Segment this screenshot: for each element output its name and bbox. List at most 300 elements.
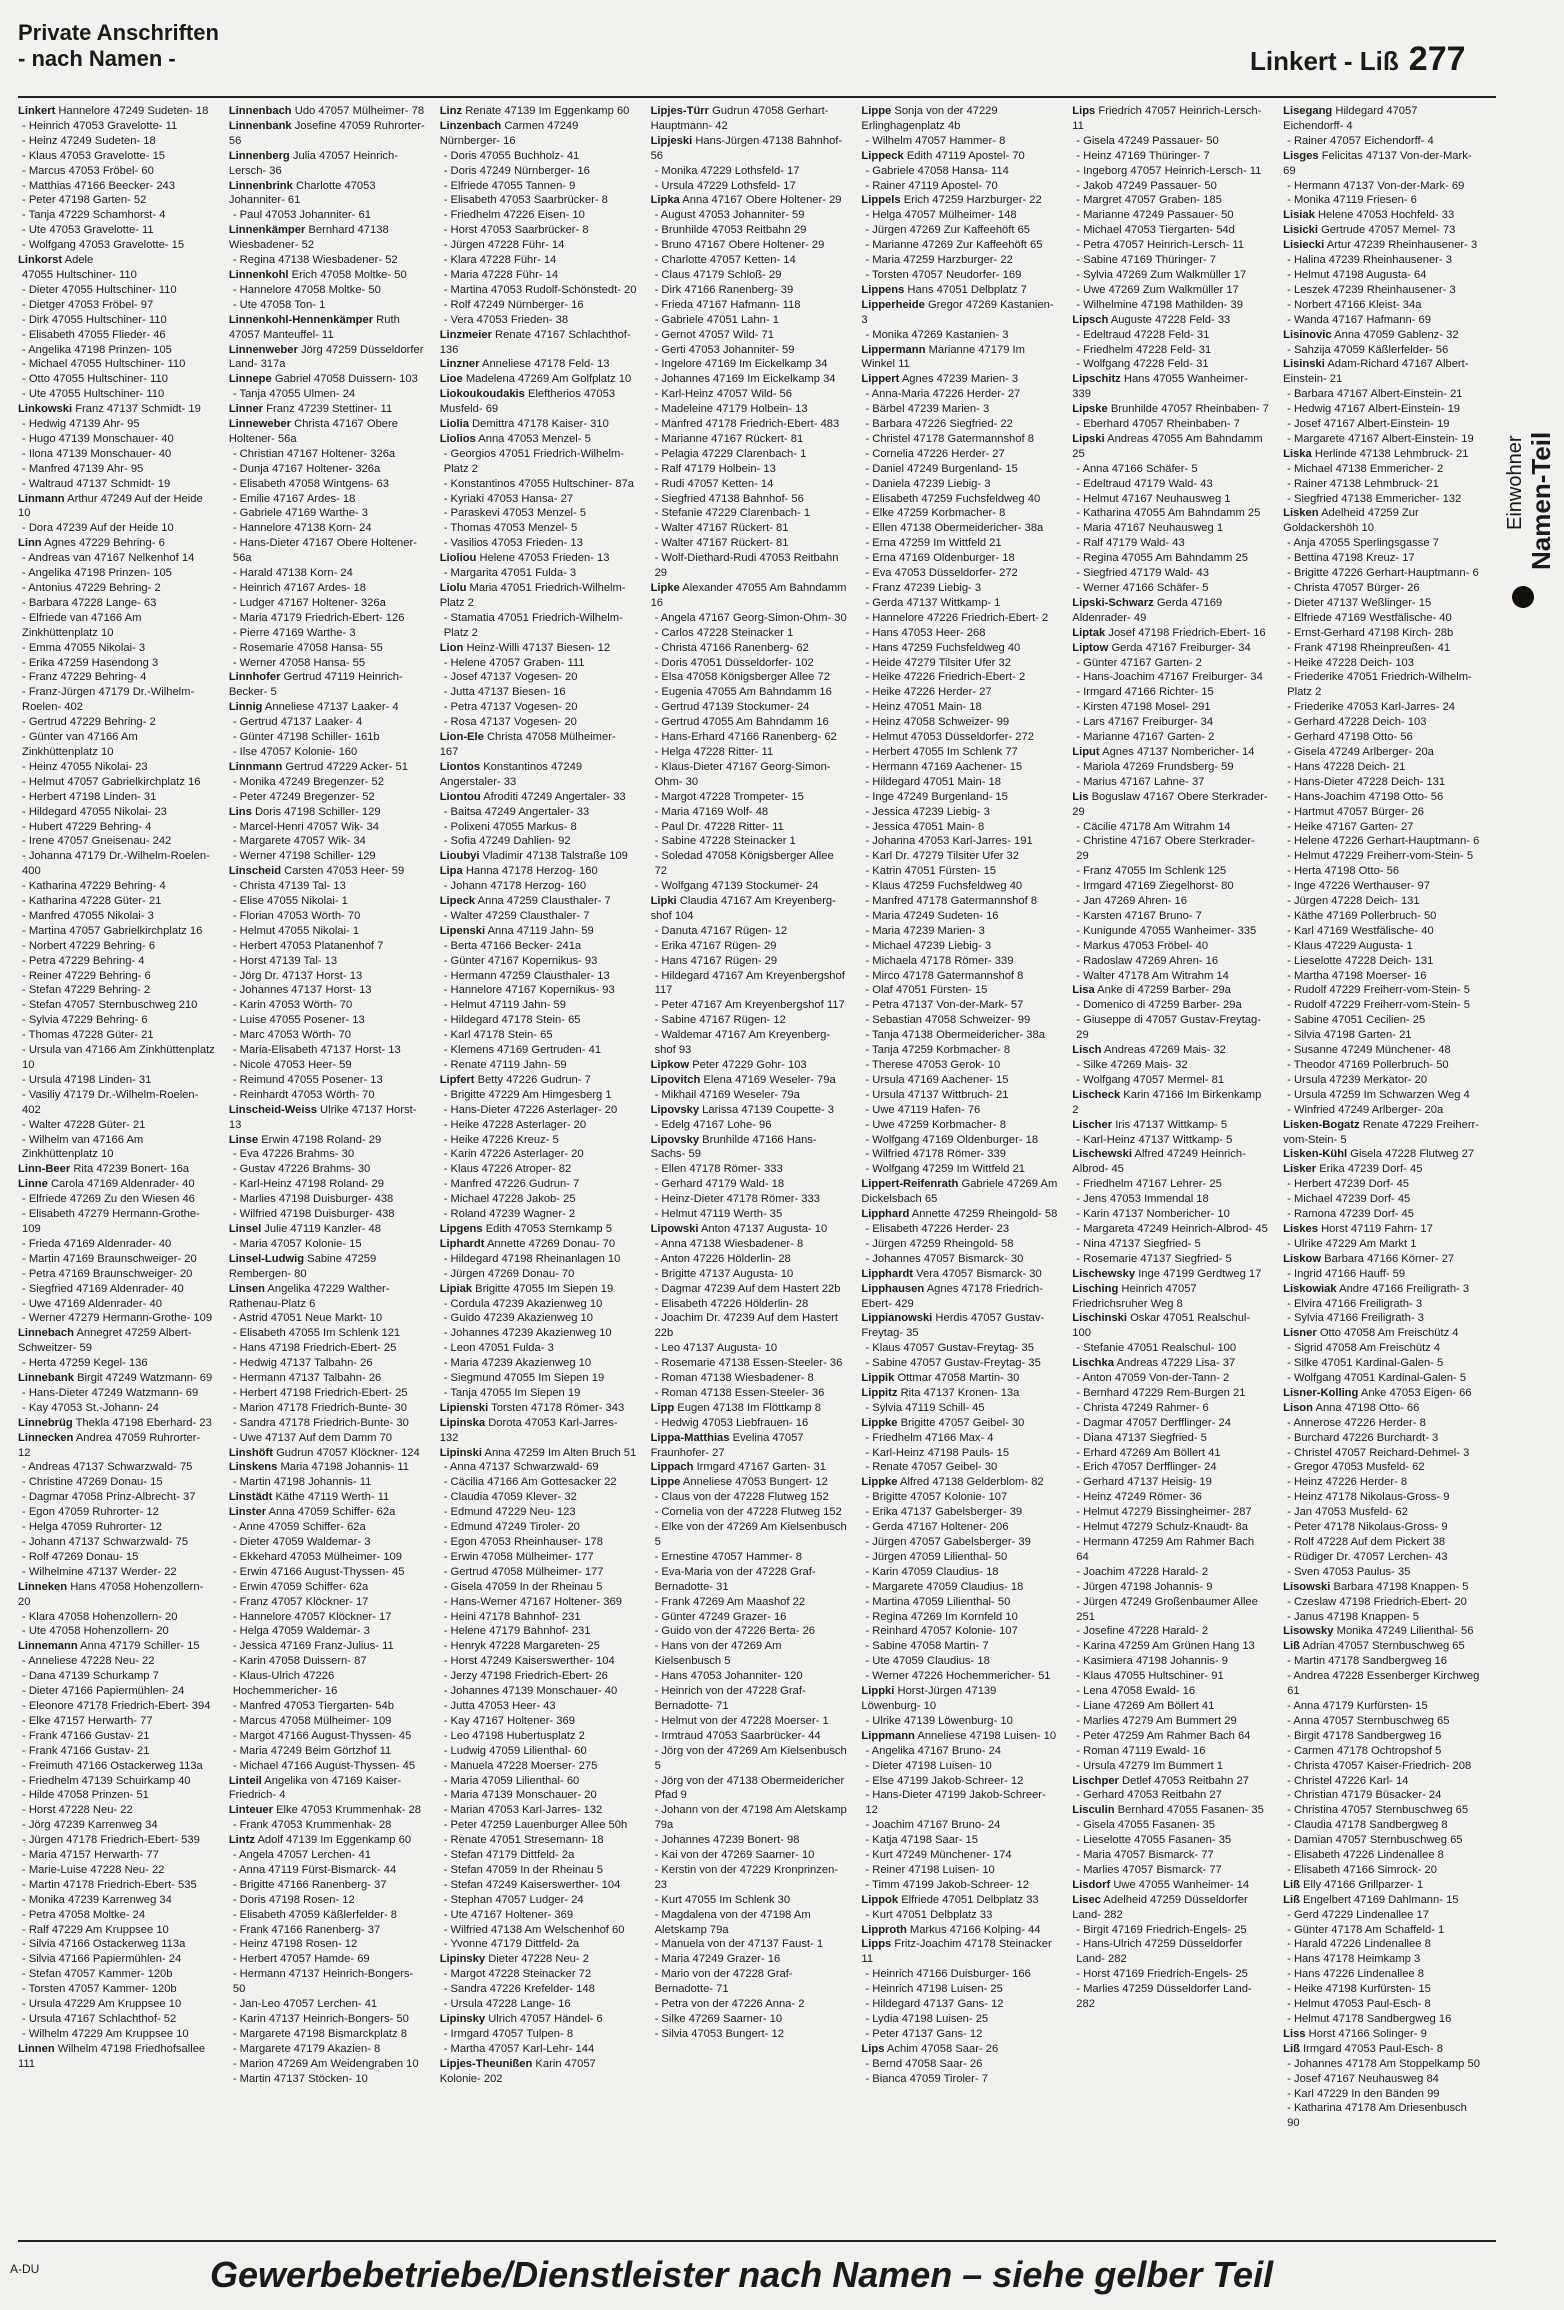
surname: Lippianowski (861, 1312, 933, 1325)
directory-entry (229, 492, 426, 507)
entry-details: - Wolfgang 47228 Feld- 31 (1076, 358, 1209, 371)
surname: Linskens (228, 1461, 278, 1474)
directory-entry (440, 104, 637, 119)
entry-details: - Helmut 47119 Jahn- 59 (443, 999, 567, 1012)
entry-details: - Manuela von der 47137 Faust- 1 (654, 1938, 824, 1951)
entry-details: Irmgard 47053 Paul-Esch- 8 (1303, 2042, 1443, 2055)
entry-details: - Günter van 47166 Am Zinkhüttenplatz 10 (22, 731, 138, 758)
entry-details: - Michael 47055 Hultschiner- 110 (22, 358, 186, 371)
surname: Lisching (1072, 1282, 1119, 1295)
directory-entry (1072, 596, 1269, 626)
entry-details: - Helene 47057 Graben- 111 (443, 656, 585, 669)
surname: Lipphardt (861, 1267, 914, 1280)
surname: Linsel-Ludwig (228, 1252, 305, 1265)
surname: Lisiecki (1283, 239, 1325, 252)
directory-entry (651, 1803, 848, 1833)
directory-entry (440, 1028, 637, 1043)
directory-entry (1283, 626, 1480, 641)
directory-entry (229, 1893, 426, 1908)
entry-details: Annette 47259 Rheingold- 58 (911, 1208, 1058, 1221)
entry-details: - Heinz 47198 Rosen- 12 (232, 1938, 358, 1951)
directory-entry (861, 1162, 1058, 1177)
surname: Linnebach (18, 1327, 74, 1340)
directory-entry (440, 1654, 637, 1669)
entry-details: - Hartmut 47057 Bürger- 26 (1287, 805, 1424, 818)
surname: Lippik (861, 1372, 895, 1385)
entry-details: - Manfred 47178 Friedrich-Ebert- 483 (654, 418, 840, 431)
directory-entry (651, 1669, 848, 1684)
entry-details: - Petra 47137 Vogesen- 20 (443, 701, 578, 714)
surname: Linn-Beer (18, 1163, 71, 1176)
directory-entry (861, 1759, 1058, 1774)
directory-entry (440, 566, 637, 581)
directory-entry (440, 1386, 637, 1401)
page-header (0, 0, 1564, 100)
directory-entry (861, 1460, 1058, 1475)
directory-entry (440, 2012, 637, 2027)
directory-entry (229, 1759, 426, 1774)
directory-entry (1072, 432, 1269, 462)
entry-details: - Inge 47249 Burgenland- 15 (865, 790, 1008, 803)
entry-details: - Wolf-Diethard-Rudi 47053 Reitbahn 29 (654, 552, 839, 580)
directory-entry (229, 1386, 426, 1401)
entry-details: - Damian 47057 Sternbuschweg 65 (1287, 1834, 1463, 1847)
directory-entry (861, 820, 1058, 835)
surname: Lisicki (1283, 224, 1318, 237)
directory-entry (18, 1952, 215, 1967)
directory-entry (18, 1863, 215, 1878)
directory-entry (440, 1311, 637, 1326)
entry-details: - Silke 47269 Mais- 32 (1076, 1059, 1188, 1071)
entry-details: Adele (64, 254, 94, 267)
entry-details: - Josef 47167 Neuhausweg 84 (1287, 2072, 1439, 2085)
directory-entry (18, 193, 215, 208)
directory-entry (18, 536, 215, 551)
directory-entry (440, 1863, 637, 1878)
directory-entry (861, 998, 1058, 1013)
directory-entry (861, 2027, 1058, 2042)
entry-details: - Sandra 47178 Friedrich-Bunte- 30 (232, 1416, 409, 1429)
entry-details: Anna 47053 Menzel- 5 (478, 432, 591, 445)
directory-entry (229, 983, 426, 998)
directory-entry (229, 1565, 426, 1580)
entry-details: - Thomas 47053 Menzel- 5 (443, 522, 578, 535)
entry-details: - Gisela 47249 Passauer- 50 (1076, 134, 1219, 147)
directory-entry (651, 492, 848, 507)
directory-entry (440, 1997, 637, 2012)
directory-entry (18, 1624, 215, 1639)
surname: Lischewsky (1072, 1267, 1136, 1280)
directory-entry (651, 1639, 848, 1669)
directory-entry (861, 253, 1058, 268)
entry-details: - Silvia 47166 Ostackerweg 113a (22, 1938, 186, 1951)
directory-entry (18, 268, 215, 283)
directory-entry (1072, 1863, 1269, 1878)
directory-entry (1072, 328, 1269, 343)
entry-details: - Karin 47137 Nombericher- 10 (1076, 1208, 1230, 1221)
directory-entry (440, 954, 637, 969)
directory-entry (651, 1431, 848, 1461)
entry-details: - Elfriede 47169 Westfälische- 40 (1287, 611, 1452, 624)
entry-details: Gisela 47228 Flutweg 27 (1350, 1148, 1475, 1161)
directory-entry (18, 849, 215, 879)
entry-details: - Reinhardt 47053 Wörth- 70 (232, 1088, 375, 1101)
directory-entry (1283, 1326, 1480, 1341)
directory-entry (651, 357, 848, 372)
entry-details: - Kay 47167 Holtener- 369 (443, 1714, 575, 1727)
entry-details: - Anton 47059 Von-der-Tann- 2 (1076, 1372, 1230, 1385)
directory-entry (18, 2027, 215, 2042)
entry-details: - Heinz 47249 Sudeten- 18 (22, 134, 156, 147)
directory-entry (440, 1610, 637, 1625)
entry-details: - Helga 47059 Ruhrorter- 12 (22, 1521, 162, 1534)
directory-entry (651, 1490, 848, 1505)
entry-details: - Guido von der 47226 Berta- 26 (654, 1625, 816, 1638)
surname: Linteil (228, 1774, 262, 1787)
entry-details: - Heinz-Dieter 47178 Römer- 333 (654, 1193, 820, 1206)
surname: Liskow (1283, 1252, 1322, 1265)
surname: Lippe (861, 105, 892, 117)
surname: Liptow (1072, 641, 1109, 654)
entry-details: Elke 47053 Krummenhak- 28 (276, 1804, 421, 1817)
directory-entry (18, 1162, 215, 1177)
surname: Linteuer (228, 1804, 273, 1817)
entry-details: Anton 47137 Augusta- 10 (700, 1222, 828, 1235)
entry-details: Horst 47119 Fahrn- 17 (1321, 1222, 1433, 1235)
entry-details: - Lydia 47198 Luisen- 25 (865, 2013, 989, 2025)
directory-entry (1283, 1118, 1480, 1148)
directory-entry (229, 298, 426, 313)
entry-details: Rita 47239 Bonert- 16a (73, 1163, 190, 1176)
directory-entry (18, 1088, 215, 1118)
directory-entry (651, 1282, 848, 1297)
directory-entry (1072, 1759, 1269, 1774)
entry-details: - Irmgard 47057 Tulpen- 8 (443, 2027, 574, 2040)
entry-details: Anna 47059 Schiffer- 62a (268, 1506, 396, 1519)
surname: Lisges (1283, 149, 1319, 162)
directory-entry (861, 1028, 1058, 1043)
surname: Lippa-Matthias (650, 1431, 730, 1444)
entry-details: - Johann von der 47198 Am Aletskamp 79a (654, 1804, 847, 1832)
entry-details: - Walter 47167 Rückert- 81 (654, 522, 789, 535)
entry-details: - Katharina 47055 Am Bahndamm 25 (1076, 507, 1261, 520)
directory-entry (1072, 298, 1269, 313)
directory-entry (440, 1162, 637, 1177)
directory-entry (18, 1803, 215, 1818)
directory-entry (18, 611, 215, 641)
directory-entry (440, 1147, 637, 1162)
entry-details: Anneliese 47053 Bungert- 12 (682, 1476, 828, 1489)
directory-entry (229, 1043, 426, 1058)
directory-entry (861, 2057, 1058, 2072)
entry-details: - Erika 47137 Gabelsberger- 39 (865, 1506, 1023, 1519)
header-rule (18, 96, 1496, 98)
entry-details: - Karin 47058 Duissern- 87 (232, 1655, 367, 1668)
directory-entry (1283, 506, 1480, 536)
directory-entry (861, 611, 1058, 626)
entry-details: - Wilfried 47198 Duisburger- 438 (232, 1208, 395, 1221)
directory-entry (1283, 1207, 1480, 1222)
directory-entry (18, 1878, 215, 1893)
directory-entry (1072, 1252, 1269, 1267)
surname: Lips (861, 2042, 885, 2055)
directory-entry (861, 1654, 1058, 1669)
directory-entry (229, 1058, 426, 1073)
entry-details: - Elisabeth 47226 Lindenallee 8 (1287, 1849, 1444, 1862)
directory-entry (440, 164, 637, 179)
directory-entry (651, 2027, 848, 2042)
entry-details: - Angelika 47198 Prinzen- 105 (22, 567, 172, 580)
entry-details: - Magdalena von der 47198 Am Aletskamp 79a (654, 1908, 811, 1936)
entry-details: - Walter 47228 Güter- 21 (22, 1118, 146, 1131)
directory-entry (1283, 1580, 1480, 1595)
surname: Lipinski (439, 1446, 482, 1459)
directory-entry (18, 1505, 215, 1520)
entry-details: Christa 47167 Obere Holtener- 56a (228, 418, 398, 445)
directory-entry (229, 1356, 426, 1371)
directory-entry (1072, 1923, 1269, 1938)
entry-details: - Radoslaw 47269 Ahren- 16 (1076, 954, 1219, 967)
directory-entry (861, 566, 1058, 581)
entry-details: - Friederike 47051 Friedrich-Wilhelm-Platz 2 (1287, 671, 1472, 699)
directory-entry (18, 1311, 215, 1326)
directory-column (18, 104, 215, 2236)
entry-details: Monika 47249 Lilienthal- 56 (1336, 1625, 1474, 1638)
directory-entry (1072, 1416, 1269, 1431)
surname: Linkorst (18, 254, 63, 267)
entry-details: - Maria 47259 Harzburger- 22 (865, 254, 1013, 267)
directory-entry (861, 1475, 1058, 1490)
surname: Linnen (18, 2042, 55, 2055)
directory-entry (440, 1744, 637, 1759)
entry-details: - Daniela 47239 Liebig- 3 (865, 477, 991, 490)
directory-entry (1283, 924, 1480, 939)
directory-entry (229, 1252, 426, 1282)
directory-entry (1283, 2012, 1480, 2027)
entry-details: - Heinz 47055 Nikolai- 23 (22, 760, 148, 773)
directory-entry (440, 1729, 637, 1744)
directory-entry (18, 775, 215, 790)
entry-details: - Hans-Dieter 47228 Deich- 131 (1287, 775, 1446, 788)
directory-entry (1072, 834, 1269, 864)
side-tab-line-1: Einwohner (1504, 435, 1526, 530)
directory-entry (1283, 492, 1480, 507)
directory-entry (651, 521, 848, 536)
directory-entry (861, 372, 1058, 387)
directory-entry (1072, 1133, 1269, 1148)
directory-entry (651, 268, 848, 283)
directory-entry (861, 1639, 1058, 1654)
entry-details: - Gabriele 47051 Lahn- 1 (654, 313, 779, 326)
directory-entry (651, 1133, 848, 1163)
entry-details: - Karl 47178 Stein- 65 (443, 1029, 553, 1042)
entry-details: - Georgios 47051 Friedrich-Wilhelm-Platz 2 (443, 447, 625, 475)
directory-entry (1283, 864, 1480, 879)
directory-entry (861, 164, 1058, 179)
directory-entry (18, 1073, 215, 1088)
directory-entry (18, 1923, 215, 1938)
directory-entry (18, 1744, 215, 1759)
directory-entry (229, 223, 426, 253)
directory-entry (1283, 149, 1480, 179)
surname: Lippmann (861, 1729, 915, 1742)
directory-entry (651, 611, 848, 626)
entry-details: - Ute 47053 Gravelotte- 11 (22, 224, 154, 237)
directory-entry (861, 656, 1058, 671)
entry-details: Gertrud 47229 Acker- 51 (285, 760, 408, 773)
surname: Lisner-Kolling (1283, 1386, 1359, 1399)
directory-entry (229, 1714, 426, 1729)
surname: Linnenbrink (228, 179, 293, 192)
entry-details: Hans-Jürgen 47138 Bahnhof- 56 (650, 134, 843, 162)
directory-entry (229, 1326, 426, 1341)
directory-entry (18, 1133, 215, 1163)
entry-details: - Olaf 47051 Fürsten- 15 (865, 984, 988, 997)
entry-details: Anna 47167 Obere Holtener- 29 (682, 194, 842, 207)
entry-details: - Tanja 47055 Ulmen- 24 (232, 388, 356, 401)
directory-entry (1283, 1624, 1480, 1639)
directory-entry (1283, 909, 1480, 924)
directory-entry (18, 1759, 215, 1774)
directory-entry (1283, 581, 1480, 596)
surname: Linstädt (228, 1491, 273, 1504)
directory-entry (229, 417, 426, 447)
entry-details: - Marianne 47269 Zur Kaffeehöft 65 (865, 239, 1043, 252)
directory-entry (1283, 1177, 1480, 1192)
entry-details: - Herta 47198 Otto- 56 (1287, 865, 1400, 878)
entry-details: - Margareta 47249 Heinrich-Albrod- 45 (1076, 1222, 1268, 1235)
directory-entry (861, 581, 1058, 596)
directory-entry (229, 1177, 426, 1192)
directory-entry (861, 2042, 1058, 2057)
surname: Lippe (650, 1476, 681, 1489)
directory-entry (861, 879, 1058, 894)
directory-entry (229, 745, 426, 760)
directory-entry (861, 1967, 1058, 1982)
entry-details: - Helmut 47178 Sandbergweg 16 (1287, 2013, 1452, 2025)
entry-details: - Norbert 47229 Behring- 6 (22, 939, 156, 952)
directory-entry (440, 2027, 637, 2042)
entry-details: - Hans 47053 Johanniter- 120 (654, 1670, 803, 1683)
entry-details: - Maria 47239 Marien- 3 (865, 924, 985, 937)
directory-entry (440, 641, 637, 656)
entry-details: Doris 47198 Schiller- 129 (254, 805, 381, 818)
entry-details: - Wilhelm van 47166 Am Zinkhüttenplatz 10 (22, 1133, 144, 1161)
directory-entry (861, 730, 1058, 745)
entry-details: - Hugo 47139 Monschauer- 40 (22, 432, 174, 445)
directory-entry (1283, 656, 1480, 671)
directory-entry (861, 1341, 1058, 1356)
directory-entry (440, 253, 637, 268)
surname: Linnenbach (228, 105, 292, 117)
entry-details: - Ralf 47179 Holbein- 13 (654, 462, 776, 475)
entry-details: - Giuseppe di 47057 Gustav-Freytag- 29 (1076, 1014, 1261, 1042)
directory-entry (440, 1252, 637, 1267)
directory-entry (440, 1982, 637, 1997)
entry-details: - Paraskevi 47053 Menzel- 5 (443, 507, 587, 520)
directory-entry (1072, 1595, 1269, 1625)
directory-entry (229, 1744, 426, 1759)
entry-details: - Monika 47119 Friesen- 6 (1287, 194, 1417, 207)
entry-details: Anke di 47259 Barber- 29a (1097, 984, 1231, 997)
directory-entry (1283, 432, 1480, 447)
directory-entry (651, 1013, 848, 1028)
entry-details: - Jürgen 47057 Gabelsberger- 39 (865, 1536, 1031, 1548)
entry-details: - Klaus 47226 Atroper- 82 (443, 1163, 572, 1176)
directory-entry (18, 566, 215, 581)
directory-entry (18, 1997, 215, 2012)
directory-entry (229, 566, 426, 581)
directory-entry (1283, 983, 1480, 998)
directory-entry (1072, 462, 1269, 477)
directory-column (861, 104, 1058, 2236)
entry-details: Erich 47259 Harzburger- 22 (903, 194, 1042, 207)
entry-details: - Irmgard 47169 Ziegelhorst- 80 (1076, 880, 1234, 893)
directory-entry (861, 283, 1058, 298)
entry-details: - Katrin 47051 Fürsten- 15 (865, 865, 997, 878)
directory-entry (1072, 1520, 1269, 1535)
directory-entry (1072, 775, 1269, 790)
directory-entry (18, 164, 215, 179)
entry-details: - Elisabeth 47058 Wintgens- 63 (232, 477, 389, 490)
entry-details: - Christel 47226 Karl- 14 (1287, 1774, 1409, 1787)
entry-details: - Jürgen 47249 Großenbaumer Allee 251 (1076, 1595, 1258, 1623)
entry-details: Adam-Richard 47167 Albert-Einstein- 21 (1283, 358, 1469, 386)
directory-entry (651, 730, 848, 745)
directory-entry (1283, 1356, 1480, 1371)
entry-details: - Friedhelm 47139 Schuirkamp 40 (22, 1774, 191, 1787)
entry-details: - Madeleine 47179 Holbein- 13 (654, 403, 808, 416)
directory-entry (651, 939, 848, 954)
directory-entry (440, 998, 637, 1013)
directory-entry (229, 834, 426, 849)
directory-entry (651, 1952, 848, 1967)
entry-details: - Marianne 47167 Garten- 2 (1076, 731, 1215, 744)
directory-entry (1283, 1401, 1480, 1416)
directory-entry (1283, 1535, 1480, 1550)
directory-entry (651, 1937, 848, 1952)
entry-details: - Hannelore 47167 Kopernikus- 93 (443, 984, 615, 997)
entry-details: - Karl-Heinz 47057 Wild- 56 (654, 388, 792, 401)
directory-entry (1072, 1699, 1269, 1714)
entry-details: - Andreas van 47167 Nelkenhof 14 (22, 552, 195, 565)
entry-details: - Michael 47166 August-Thyssen- 45 (232, 1759, 416, 1772)
directory-entry (440, 193, 637, 208)
directory-entry (861, 506, 1058, 521)
entry-details: - Leo 47198 Hubertusplatz 2 (443, 1729, 585, 1742)
surname: Lipovsky (650, 1133, 700, 1146)
directory-entry (1283, 1028, 1480, 1043)
entry-details: - Hans 47198 Friedrich-Ebert- 25 (232, 1342, 397, 1355)
surname: Lischeck (1072, 1088, 1121, 1101)
entry-details: - Christa 47057 Bürger- 26 (1287, 582, 1420, 594)
directory-entry (651, 790, 848, 805)
directory-entry (229, 1863, 426, 1878)
directory-entry (229, 939, 426, 954)
entry-details: - Sabine 47051 Cecilien- 25 (1287, 1014, 1426, 1027)
directory-entry (229, 611, 426, 626)
directory-entry (1072, 1282, 1269, 1312)
entry-details: - Tanja 47138 Obermeidericher- 38a (865, 1029, 1045, 1042)
directory-entry (1283, 775, 1480, 790)
entry-details: - Maria 47239 Akazienweg 10 (443, 1357, 592, 1370)
directory-entry (1283, 805, 1480, 820)
entry-details: - Walter 47259 Clausthaler- 7 (443, 909, 590, 922)
entry-details: - Sebastian 47058 Schweizer- 99 (865, 1014, 1031, 1027)
directory-entry (861, 1073, 1058, 1088)
entry-details: - Silke 47269 Saarner- 10 (654, 2013, 783, 2025)
entry-details: - Elfriede van 47166 Am Zinkhüttenplatz 10 (22, 611, 142, 639)
